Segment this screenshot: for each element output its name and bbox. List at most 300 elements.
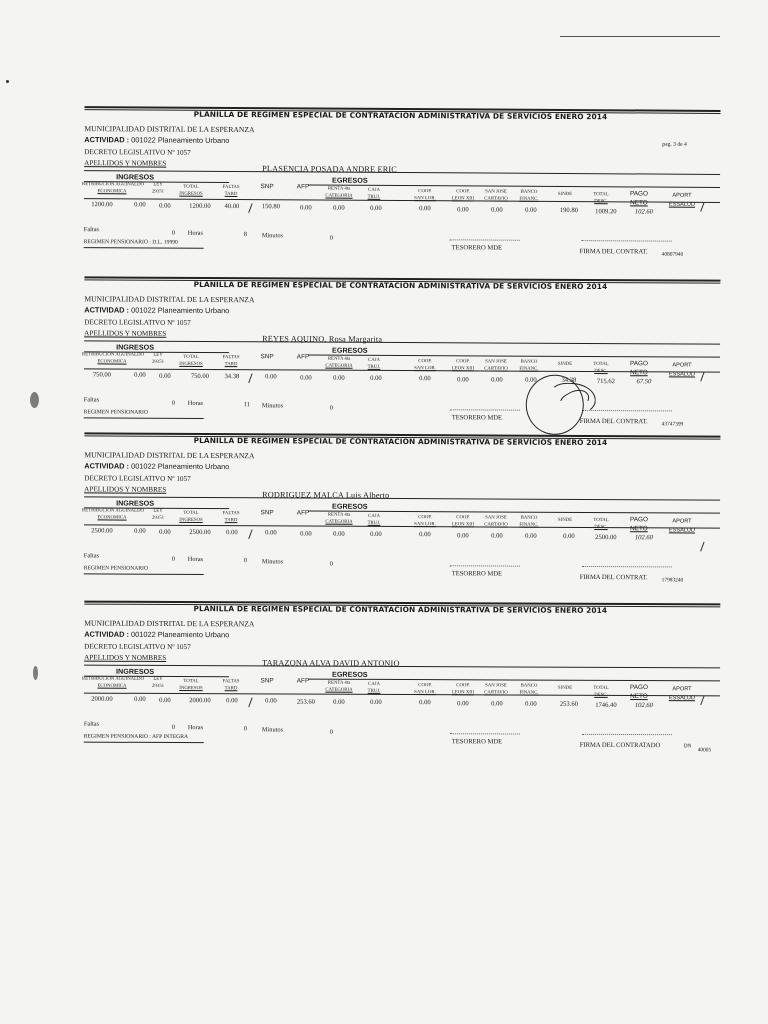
col-snp: SNP <box>260 353 274 361</box>
signature-line <box>450 409 520 410</box>
value-cell: 0.00 <box>457 375 469 383</box>
col-tard-label: TARD <box>224 686 238 692</box>
dni-prefix: DN <box>683 743 692 750</box>
col-sinde: SINDE <box>557 361 573 367</box>
col-renta-label: RENTA 4ta <box>327 512 351 518</box>
col-categoria-label: CATEGORIA <box>325 687 353 693</box>
col-leon-label: LEON XIII <box>451 196 475 202</box>
ingresos-header: INGRESOS <box>116 498 155 508</box>
col-desc-label: DESC. <box>594 525 608 531</box>
col-total <box>172 510 210 524</box>
col-cartavio-label: CARTAVIO <box>484 366 508 372</box>
activity-label: ACTIVIDAD : <box>84 629 130 639</box>
minutos-value: 0 <box>329 560 333 568</box>
municipality: MUNICIPALIDAD DISTRITAL DE LA ESPERANZA <box>84 450 255 461</box>
value-cell: 67.50 <box>636 377 652 386</box>
value-cell: 750.00 <box>92 371 112 379</box>
pen-tick-mark <box>248 697 252 707</box>
dni-code: 40807940 <box>661 251 684 258</box>
col-renta <box>320 186 358 200</box>
activity-value: 001022 Planeamiento Urbano <box>131 629 230 640</box>
dni-code: 43747399 <box>661 421 684 428</box>
value-cell: 0.00 <box>525 376 537 384</box>
col-sanjose-label: SAN JOSE <box>485 189 507 195</box>
egresos-header: EGRESOS <box>332 345 368 355</box>
col-retribucion-label: RETRIBUCION AGUINALDO <box>82 676 145 682</box>
dni-code: 17983240 <box>661 577 684 584</box>
col-banco-label: BANCO <box>520 359 538 365</box>
col-totaldesc <box>586 361 616 375</box>
col-ingresos-label: INGRESOS <box>179 361 203 367</box>
col-ley <box>146 508 170 522</box>
regimen-label: REGIMEN PENSIONARIO <box>83 565 148 572</box>
value-cell: 2000.00 <box>91 695 113 703</box>
binder-hole <box>30 392 39 408</box>
regimen-label: REGIMEN PENSIONARIO : D.L. 19990 <box>83 239 178 246</box>
tesorero-label: TESORERO MDE <box>451 570 503 578</box>
value-cell: 0.00 <box>265 697 277 705</box>
horas-value: 0 <box>243 725 248 733</box>
col-desc-label: DESC. <box>594 199 608 205</box>
col-tard-label: TARD <box>224 518 238 524</box>
minutos-label: Minutos <box>261 558 284 566</box>
value-cell: 0.00 <box>333 530 345 538</box>
value-cell: 0.00 <box>457 699 469 707</box>
col-ley-label: LEY <box>153 508 163 514</box>
egresos-header: EGRESOS <box>332 501 368 511</box>
col-coop-label: COOP. <box>418 515 432 521</box>
regimen-label: REGIMEN PENSIONARIO : AFP INTEGRA <box>83 733 189 741</box>
value-cell: 715.62 <box>596 377 615 385</box>
col-coop2-label: COOP. <box>456 359 470 365</box>
col-faltas <box>216 354 246 368</box>
col-sanlor-label: SAN LOR. <box>414 690 436 696</box>
faltas-value: 0 <box>171 724 176 732</box>
value-cell: 0.00 <box>419 531 431 539</box>
rule <box>84 665 720 669</box>
horas-label: Horas <box>187 724 204 732</box>
egresos-header: EGRESOS <box>332 175 368 185</box>
col-financ-label: FINANC. <box>519 690 539 696</box>
block-title: PLANILLA DE REGIMEN ESPECIAL DE CONTRATACION ADMINISTRATIVA DE SERVICIOS ENERO 2014 <box>193 435 608 448</box>
col-sanjose-label: SAN JOSE <box>485 515 507 521</box>
employee-name: REYES AQUINO, Rosa Margarita <box>262 334 383 344</box>
value-cell: 0.00 <box>300 529 312 538</box>
col-ingresos-label: INGRESOS <box>179 517 203 523</box>
col-banco-label: BANCO <box>520 189 538 195</box>
rule <box>84 496 720 500</box>
binder-hole <box>33 666 38 680</box>
decree: DECRETO LEGISLATIVO Nº 1057 <box>84 148 191 157</box>
col-essalud-label: ESSALUD <box>668 371 696 378</box>
pen-tick-mark <box>248 373 252 383</box>
col-pago <box>622 359 656 377</box>
value-cell: 1200.00 <box>91 201 113 209</box>
col-faltas-label: FALTAS <box>222 355 240 361</box>
dni-code: 40005 <box>697 747 712 754</box>
value-cell: 0.00 <box>226 697 238 705</box>
col-totaldesc-label: TOTAL <box>593 518 609 524</box>
firma-label: FIRMA DEL CONTRAT. <box>579 417 648 426</box>
value-cell: 0.00 <box>134 527 146 535</box>
activity-value: 001022 Planeamiento Urbano <box>131 461 230 472</box>
activity-label: ACTIVIDAD : <box>84 305 130 315</box>
block-title: PLANILLA DE REGIMEN ESPECIAL DE CONTRATACION ADMINISTRATIVA DE SERVICIOS ENERO 2014 <box>193 279 608 292</box>
col-cartavio-label: CARTAVIO <box>484 196 508 202</box>
firma-label: FIRMA DEL CONTRATADO <box>579 741 661 750</box>
value-cell: 0.00 <box>370 530 382 538</box>
value-cell: 253.60 <box>559 700 579 709</box>
ingresos-header: INGRESOS <box>116 342 155 352</box>
col-ley-label: LEY <box>153 182 163 188</box>
value-cell: 34.38 <box>561 377 577 385</box>
rule <box>84 247 204 249</box>
col-totaldesc-label: TOTAL <box>593 192 609 198</box>
value-cell: 0.00 <box>333 374 345 382</box>
col-total-label: TOTAL <box>183 510 199 516</box>
block-title: PLANILLA DE REGIMEN ESPECIAL DE CONTRATACION ADMINISTRATIVA DE SERVICIOS ENERO 2014 <box>193 604 608 615</box>
tesorero-label: TESORERO MDE <box>451 244 503 252</box>
col-pago-label: PAGO <box>629 516 649 524</box>
col-coop2-label: COOP. <box>456 515 470 521</box>
decree: DECRETO LEGISLATIVO Nº 1057 <box>84 642 191 652</box>
col-coop-label: COOP. <box>418 189 432 195</box>
minutos-label: Minutos <box>261 726 284 734</box>
col-pago <box>622 189 656 207</box>
col-coop-label: COOP. <box>418 683 432 689</box>
value-cell: 2500.00 <box>91 527 113 535</box>
col-sinde: SINDE <box>557 517 573 523</box>
employee-name: RODRIGUEZ MALCA Luis Alberto <box>262 490 390 500</box>
firma-label: FIRMA DEL CONTRAT. <box>579 573 648 582</box>
employee-name: PLASENCIA POSADA ANDRE ERIC <box>262 164 397 174</box>
value-cell: 0.00 <box>370 374 382 382</box>
value-cell: 102.60 <box>634 533 653 542</box>
value-cell: 0.00 <box>300 373 312 382</box>
value-cell: 0.00 <box>457 205 469 213</box>
col-faltas <box>216 678 246 692</box>
value-cell: 253.60 <box>296 698 316 706</box>
municipality: MUNICIPALIDAD DISTRITAL DE LA ESPERANZA <box>84 294 255 305</box>
col-total <box>172 678 210 692</box>
value-cell: 0.00 <box>134 696 146 704</box>
decree: DECRETO LEGISLATIVO Nº 1057 <box>84 318 191 327</box>
rule <box>84 742 204 744</box>
col-sanjose-label: SAN JOSE <box>485 683 507 689</box>
col-leon-label: LEON XIII <box>451 690 475 696</box>
value-cell: 0.00 <box>333 698 345 706</box>
horas-value: 11 <box>243 401 250 409</box>
value-cell: 0.00 <box>159 528 171 536</box>
col-ingresos-label: INGRESOS <box>179 191 203 197</box>
col-cartavio-label: CARTAVIO <box>484 522 508 528</box>
col-pago <box>622 683 656 701</box>
col-faltas <box>216 184 246 198</box>
col-snp: SNP <box>260 677 274 685</box>
activity <box>84 135 229 145</box>
col-total <box>172 184 210 198</box>
rule <box>84 573 204 575</box>
regimen-label: REGIMEN PENSIONARIO <box>83 409 148 416</box>
speck <box>6 80 9 83</box>
value-cell: 750.00 <box>190 372 210 380</box>
faltas-value: 0 <box>171 555 176 563</box>
col-pago <box>622 515 656 533</box>
col-faltas <box>216 510 246 524</box>
value-cell: 2000.00 <box>189 696 211 704</box>
horas-value: 0 <box>243 557 248 565</box>
rule <box>84 417 204 419</box>
signature-line <box>582 734 672 735</box>
horas-label: Horas <box>187 399 204 407</box>
ingresos-header: INGRESOS <box>116 172 155 182</box>
col-ley-num: 29351 <box>151 189 165 195</box>
payroll-block <box>80 432 721 605</box>
col-renta-label: RENTA 4ta <box>327 356 351 362</box>
col-leon-label: LEON XIII <box>451 366 475 372</box>
block-title: PLANILLA DE REGIMEN ESPECIAL DE CONTRATACION ADMINISTRATIVA DE SERVICIOS ENERO 2014 <box>193 109 608 122</box>
col-totaldesc-label: TOTAL <box>593 685 609 691</box>
activity-value: 001022 Planeamiento Urbano <box>131 305 230 316</box>
col-economica-label: ECONOMICA <box>97 683 127 689</box>
faltas-label: Faltas <box>83 552 100 560</box>
activity-label: ACTIVIDAD : <box>84 461 130 471</box>
value-cell: 0.00 <box>226 529 238 537</box>
municipality: MUNICIPALIDAD DISTRITAL DE LA ESPERANZA <box>84 618 255 629</box>
col-caja <box>360 681 388 695</box>
activity <box>84 461 229 471</box>
scan-edge-line <box>560 36 720 37</box>
col-coop2-label: COOP. <box>456 189 470 195</box>
col-truj-label: TRUJ. <box>367 364 381 370</box>
col-coop2-label: COOP. <box>456 683 470 689</box>
col-ley-num: 29351 <box>151 515 165 521</box>
col-categoria-label: CATEGORIA <box>325 193 353 199</box>
col-economica-label: ECONOMICA <box>97 359 127 365</box>
activity <box>84 305 229 315</box>
faltas-value: 0 <box>171 399 176 407</box>
names-label: APELLIDOS Y NOMBRES <box>84 159 167 168</box>
value-cell: 1200.00 <box>189 202 211 210</box>
col-neto-label: NETO <box>630 693 648 701</box>
employee-name: TARAZONA ALVA DAVID ANTONIO <box>262 658 400 668</box>
col-caja-label: CAJA <box>368 681 381 687</box>
col-caja-label: CAJA <box>368 357 381 363</box>
value-cell: 102.60 <box>634 701 654 709</box>
rule <box>84 340 720 344</box>
col-neto-label: NETO <box>630 369 648 377</box>
col-coop-label: COOP. <box>418 359 432 365</box>
payroll-block <box>80 276 721 449</box>
value-cell: 1009.20 <box>595 207 617 215</box>
signature-line <box>582 240 672 242</box>
col-renta <box>320 680 358 694</box>
value-cell: 1746.40 <box>595 701 617 709</box>
col-essalud-label: ESSALUD <box>668 695 696 702</box>
minutos-label: Minutos <box>261 232 284 240</box>
names-label: APELLIDOS Y NOMBRES <box>84 329 167 338</box>
minutos-label: Minutos <box>261 402 284 410</box>
faltas-label: Faltas <box>83 720 100 728</box>
col-neto-label: NETO <box>630 199 648 207</box>
value-cell: 0.00 <box>134 201 146 209</box>
horas-label: Horas <box>187 555 204 563</box>
col-faltas-label: FALTAS <box>222 511 240 517</box>
col-desc-label: DESC. <box>594 369 608 375</box>
col-categoria-label: CATEGORIA <box>325 519 353 525</box>
col-sinde: SINDE <box>557 685 573 691</box>
col-financ-label: FINANC. <box>519 522 539 528</box>
value-cell: 0.00 <box>525 532 537 540</box>
value-cell: 0.00 <box>491 376 503 384</box>
col-sanlor-label: SAN LOR. <box>414 196 436 202</box>
col-ingresos-label: INGRESOS <box>179 686 203 692</box>
egresos-header: EGRESOS <box>332 669 368 679</box>
col-categoria-label: CATEGORIA <box>325 363 353 369</box>
col-afp: AFP <box>296 183 310 191</box>
col-ley-num: 29351 <box>151 683 165 689</box>
col-aport-label: APORT <box>672 362 692 369</box>
value-cell: 0.00 <box>370 698 382 706</box>
col-ley <box>146 181 170 195</box>
value-cell: 0.00 <box>419 375 431 383</box>
col-total-label: TOTAL <box>183 354 199 360</box>
value-cell: 0.00 <box>159 202 171 210</box>
payroll-block <box>79 106 720 280</box>
col-caja-label: CAJA <box>368 187 381 193</box>
signature-line <box>582 566 672 567</box>
col-pago-label: PAGO <box>629 684 649 692</box>
value-cell: 102.60 <box>634 208 653 216</box>
municipality: MUNICIPALIDAD DISTRITAL DE LA ESPERANZA <box>84 124 255 135</box>
col-essalud-label: ESSALUD <box>668 527 696 534</box>
value-cell: 0.00 <box>563 533 575 541</box>
value-cell: 190.80 <box>559 207 578 215</box>
signature-line <box>450 565 520 566</box>
value-cell: 0.00 <box>333 204 345 212</box>
col-aport-label: APORT <box>672 686 692 693</box>
col-afp: AFP <box>296 353 310 361</box>
col-retribucion-label: RETRIBUCION AGUINALDO <box>82 182 145 188</box>
horas-label: Horas <box>187 229 204 237</box>
col-sinde: SINDE <box>557 191 573 198</box>
col-pago-label: PAGO <box>629 190 649 198</box>
activity <box>84 630 229 640</box>
horas-value: 8 <box>243 231 247 239</box>
col-desc-label: DESC. <box>594 692 608 698</box>
activity-value: 001022 Planeamiento Urbano <box>131 135 230 145</box>
col-ley <box>146 676 170 690</box>
col-afp: AFP <box>296 677 310 685</box>
tesorero-label: TESORERO MDE <box>451 738 503 746</box>
col-aport-label: APORT <box>672 192 692 199</box>
activity-label: ACTIVIDAD : <box>84 135 130 145</box>
pen-tick-mark <box>248 203 252 213</box>
col-totaldesc <box>586 685 616 699</box>
col-pago-label: PAGO <box>629 360 649 368</box>
value-cell: 40.00 <box>224 202 240 211</box>
col-renta <box>320 356 358 370</box>
col-total-label: TOTAL <box>183 184 199 190</box>
value-cell: 0.00 <box>265 529 277 537</box>
faltas-label: Faltas <box>83 396 100 404</box>
col-sanjose-label: SAN JOSE <box>485 359 507 365</box>
col-leon-label: LEON XIII <box>451 522 475 528</box>
col-total <box>172 354 210 368</box>
value-cell: 0.00 <box>457 531 469 539</box>
value-cell: 0.00 <box>419 205 431 213</box>
names-label: APELLIDOS Y NOMBRES <box>84 653 167 662</box>
pen-tick-mark <box>248 529 252 539</box>
value-cell: 0.00 <box>491 700 503 708</box>
value-cell: 0.00 <box>265 373 277 381</box>
col-faltas-label: FALTAS <box>222 679 240 685</box>
col-retribucion-label: RETRIBUCION AGUINALDO <box>82 352 145 358</box>
col-retribucion <box>82 676 145 690</box>
col-financ-label: FINANC. <box>519 366 539 372</box>
payroll-block <box>80 601 721 774</box>
firma-label: FIRMA DEL CONTRAT. <box>579 248 648 256</box>
col-afp: AFP <box>296 509 310 517</box>
names-label: APELLIDOS Y NOMBRES <box>84 485 167 494</box>
value-cell: 0.00 <box>300 203 312 211</box>
minutos-value: 0 <box>329 404 333 412</box>
col-aport-label: APORT <box>672 518 692 525</box>
col-retribucion <box>82 351 145 365</box>
col-financ-label: FINANC. <box>519 196 539 202</box>
minutos-value: 0 <box>329 234 333 242</box>
col-renta <box>320 512 358 526</box>
minutos-value: 0 <box>329 728 334 736</box>
col-economica-label: ECONOMICA <box>97 189 127 195</box>
col-sanlor-label: SAN LOR. <box>414 522 436 528</box>
col-ley-label: LEY <box>153 352 163 358</box>
value-cell: 34.38 <box>224 373 240 381</box>
value-cell: 0.00 <box>525 206 537 214</box>
col-retribucion <box>82 181 145 195</box>
col-caja-label: CAJA <box>368 513 381 519</box>
col-banco-label: BANCO <box>520 515 538 521</box>
col-ley <box>146 352 170 366</box>
value-cell: 2500.00 <box>189 528 211 536</box>
value-cell: 0.00 <box>134 371 146 379</box>
col-total-label: TOTAL <box>183 679 199 685</box>
value-cell: 0.00 <box>159 696 171 704</box>
signature-line <box>582 410 672 411</box>
col-faltas-label: FALTAS <box>222 184 240 191</box>
col-snp: SNP <box>260 509 274 517</box>
value-cell: 0.00 <box>159 372 171 380</box>
col-cartavio-label: CARTAVIO <box>484 690 508 696</box>
value-cell: 0.00 <box>370 204 382 212</box>
value-cell: 0.00 <box>419 699 431 707</box>
decree: DECRETO LEGISLATIVO Nº 1057 <box>84 474 191 483</box>
col-renta-label: RENTA 4ta <box>327 680 351 686</box>
pen-tick-mark <box>700 542 704 552</box>
col-tard-label: TARD <box>224 362 238 368</box>
col-economica-label: ECONOMICA <box>97 515 127 521</box>
value-cell: 0.00 <box>525 700 537 708</box>
col-retribucion-label: RETRIBUCION AGUINALDO <box>82 508 145 514</box>
value-cell: 150.80 <box>261 203 280 211</box>
col-neto-label: NETO <box>630 525 648 533</box>
signature-line <box>450 239 520 240</box>
col-truj-label: TRUJ. <box>367 194 381 200</box>
rule <box>84 170 720 175</box>
col-totaldesc <box>586 191 616 205</box>
col-totaldesc-label: TOTAL <box>593 362 609 368</box>
col-retribucion <box>82 507 145 521</box>
